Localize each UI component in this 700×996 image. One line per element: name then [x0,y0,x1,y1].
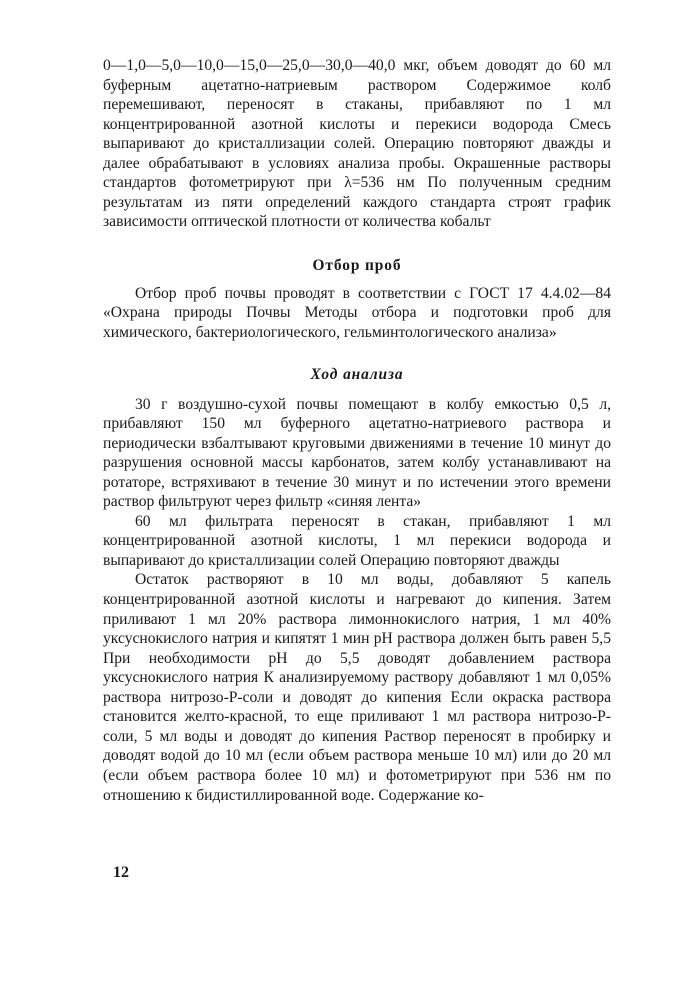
section-heading-analysis: Ход анализа [310,365,404,383]
analysis-paragraph-1: 30 г воздушно-сухой почвы помещают в колбу емкостью 0,5 л, прибавляют 150 мл буферного ацетатно-натриевого раствора и периодически взбалтывают круговыми движениями в течение 10 минут до разрушения основной массы карбонатов, затем колбу устанавливают на ротаторе, встряхивают в течение 30 минут и по истечении этого времени раствор фильтруют через фильтр «синяя лента» [103,395,611,511]
page-number: 12 [113,864,129,881]
page-body [103,56,611,805]
intro-paragraph: 0—1,0—5,0—10,0—15,0—25,0—30,0—40,0 мкг, объем доводят до 60 мл буферным ацетатно-натриевым раствором Содержимое колб перемешивают, переносят в стаканы, прибавляют по 1 мл концентрированной азотной кислоты и перекиси водорода Смесь выпаривают до кристаллизации солей. Операцию повторяют дважды и далее обрабатывают в условиях анализа пробы. Окрашенные растворы стандартов фотометрируют при λ=536 нм По полученным средним результатам из пяти определений каждого стандарта строят график зависимости оптической плотности от количества кобальт [103,57,611,231]
analysis-paragraph-3: Остаток растворяют в 10 мл воды, добавляют 5 капель концентрированной азотной кислоты и нагревают до кипения. Затем приливают 1 мл 20% раствора лимоннокислого натрия, 1 мл 40% уксуснокислого натрия и кипятят 1 мин рН раствора должен быть равен 5,5 При необходимости рН до 5,5 доводят добавлением раствора уксуснокислого натрия К анализируемому раствору добавляют 1 мл 0,05% раствора нитрозо-Р-соли и доводят до кипения Если окраска раствора становится желто-красной, то еще приливают 1 мл раствора нитрозо-Р-соли, 5 мл воды и доводят до кипения Раствор переносят в пробирку и доводят водой до 10 мл (если объем раствора меньше 10 мл) или до 20 мл (если объем раствора более 10 мл) и фотометрируют при 536 нм по отношению к бидистиллированной воде. Содержание ко- [103,571,611,804]
section-heading-sampling: Отбор проб [312,256,402,274]
analysis-paragraph-2: 60 мл фильтрата переносят в стакан, прибавляют 1 мл концентрированной азотной кислоты, 1 мл перекиси водорода и выпаривают до кристаллизации солей Операцию повторяют дважды [103,512,611,569]
sampling-paragraph: Отбор проб почвы проводят в соответствии с ГОСТ 17 4.4.02—84 «Охрана природы Почвы Методы отбора и подготовки проб для химического, бактериологического, гельминтологического анализа» [103,284,611,342]
